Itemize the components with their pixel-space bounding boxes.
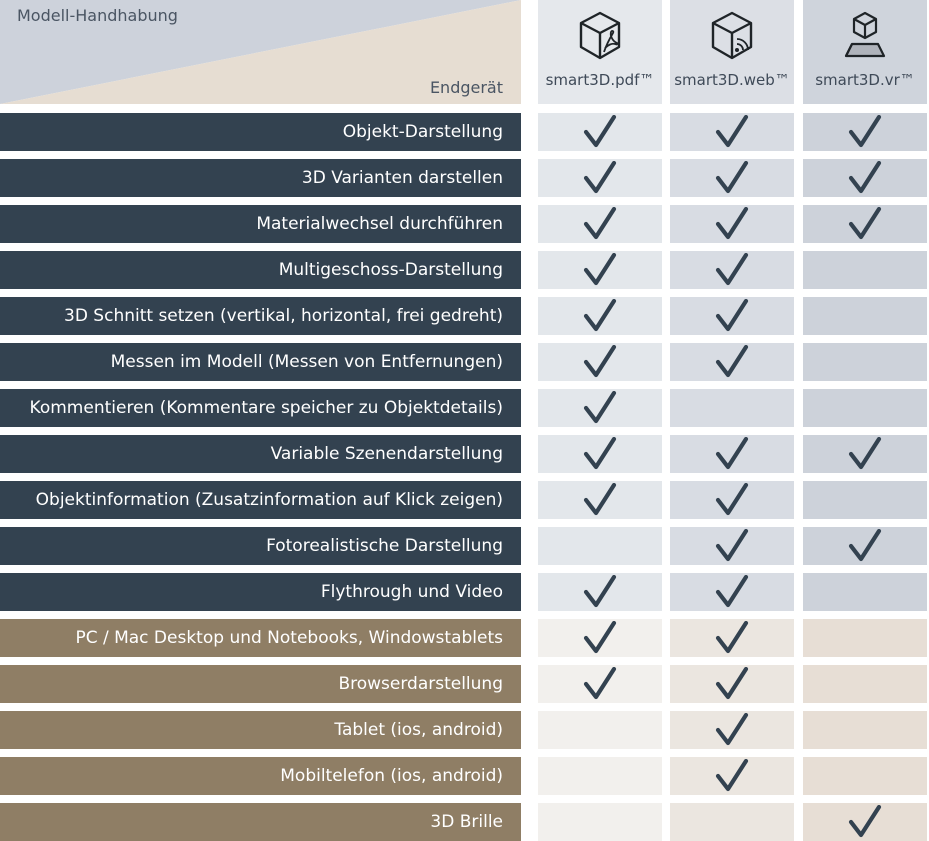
checkmark-icon [715,115,749,149]
cell-vr [803,665,927,703]
cell-vr [803,251,927,289]
checkmark-icon [583,667,617,701]
pdf-cube-icon [577,10,623,62]
cell-web [670,297,794,335]
checkmark-icon [583,621,617,655]
cell-pdf [538,757,662,795]
cell-web [670,665,794,703]
cell-vr [803,435,927,473]
checkmark-icon [715,253,749,287]
cell-vr [803,757,927,795]
cell-web [670,481,794,519]
checkmark-icon [715,161,749,195]
cell-vr [803,205,927,243]
checkmark-icon [715,345,749,379]
row-label: Objektinformation (Zusatzinformation auf Klick zeigen) [0,481,521,519]
row-label: 3D Brille [0,803,521,841]
checkmark-icon [715,299,749,333]
cell-vr [803,159,927,197]
cell-pdf [538,803,662,841]
checkmark-icon [715,575,749,609]
row-label: Multigeschoss-Darstellung [0,251,521,289]
row-label: Browserdarstellung [0,665,521,703]
row-label: 3D Schnitt setzen (vertikal, horizontal, frei gedreht) [0,297,521,335]
checkmark-icon [848,161,882,195]
cell-pdf [538,205,662,243]
cell-vr [803,803,927,841]
checkmark-icon [583,161,617,195]
checkmark-icon [715,667,749,701]
corner-label-devices: Endgerät [429,78,503,97]
cell-vr [803,619,927,657]
checkmark-icon [583,575,617,609]
cell-pdf [538,435,662,473]
cell-pdf [538,527,662,565]
checkmark-icon [848,805,882,839]
column-label-pdf: smart3D.pdf™ [545,71,655,89]
cell-vr [803,297,927,335]
column-header-vr [803,0,927,104]
row-label: PC / Mac Desktop und Notebooks, Windowstablets [0,619,521,657]
cell-pdf [538,481,662,519]
cell-web [670,389,794,427]
cell-vr [803,527,927,565]
cell-vr [803,113,927,151]
checkmark-icon [583,483,617,517]
cell-web [670,251,794,289]
cell-vr [803,711,927,749]
cell-vr [803,389,927,427]
cell-web [670,619,794,657]
row-label: Variable Szenendarstellung [0,435,521,473]
column-header-pdf [538,0,662,104]
cell-pdf [538,573,662,611]
checkmark-icon [848,207,882,241]
cell-web [670,435,794,473]
column-label-vr: smart3D.vr™ [815,71,915,89]
checkmark-icon [715,529,749,563]
column-header-web [670,0,794,104]
cell-pdf [538,297,662,335]
checkmark-icon [715,759,749,793]
cell-web [670,205,794,243]
row-label: Tablet (ios, android) [0,711,521,749]
checkmark-icon [583,299,617,333]
checkmark-icon [583,115,617,149]
checkmark-icon [583,207,617,241]
checkmark-icon [715,207,749,241]
checkmark-icon [848,115,882,149]
cell-pdf [538,343,662,381]
cell-pdf [538,113,662,151]
cell-pdf [538,619,662,657]
checkmark-icon [583,253,617,287]
corner-label-features: Modell-Handhabung [17,6,178,25]
header-corner [0,0,521,104]
column-label-web: smart3D.web™ [674,71,790,89]
cell-pdf [538,711,662,749]
row-label: 3D Varianten darstellen [0,159,521,197]
row-label: Fotorealistische Darstellung [0,527,521,565]
cell-vr [803,573,927,611]
row-label: Mobiltelefon (ios, android) [0,757,521,795]
cell-web [670,573,794,611]
checkmark-icon [583,345,617,379]
cell-pdf [538,251,662,289]
row-label: Kommentieren (Kommentare speicher zu Objektdetails) [0,389,521,427]
checkmark-icon [715,713,749,747]
row-label: Messen im Modell (Messen von Entfernungen) [0,343,521,381]
checkmark-icon [715,437,749,471]
checkmark-icon [848,437,882,471]
cell-vr [803,481,927,519]
checkmark-icon [583,437,617,471]
cell-web [670,527,794,565]
vr-cube-icon [842,10,888,62]
web-cube-icon [709,10,755,62]
checkmark-icon [715,483,749,517]
cell-pdf [538,665,662,703]
cell-pdf [538,389,662,427]
checkmark-icon [848,529,882,563]
cell-web [670,343,794,381]
cell-web [670,113,794,151]
row-label: Objekt-Darstellung [0,113,521,151]
cell-web [670,757,794,795]
checkmark-icon [583,391,617,425]
row-label: Materialwechsel durchführen [0,205,521,243]
cell-web [670,159,794,197]
cell-pdf [538,159,662,197]
checkmark-icon [715,621,749,655]
cell-vr [803,343,927,381]
cell-web [670,803,794,841]
cell-web [670,711,794,749]
row-label: Flythrough und Video [0,573,521,611]
